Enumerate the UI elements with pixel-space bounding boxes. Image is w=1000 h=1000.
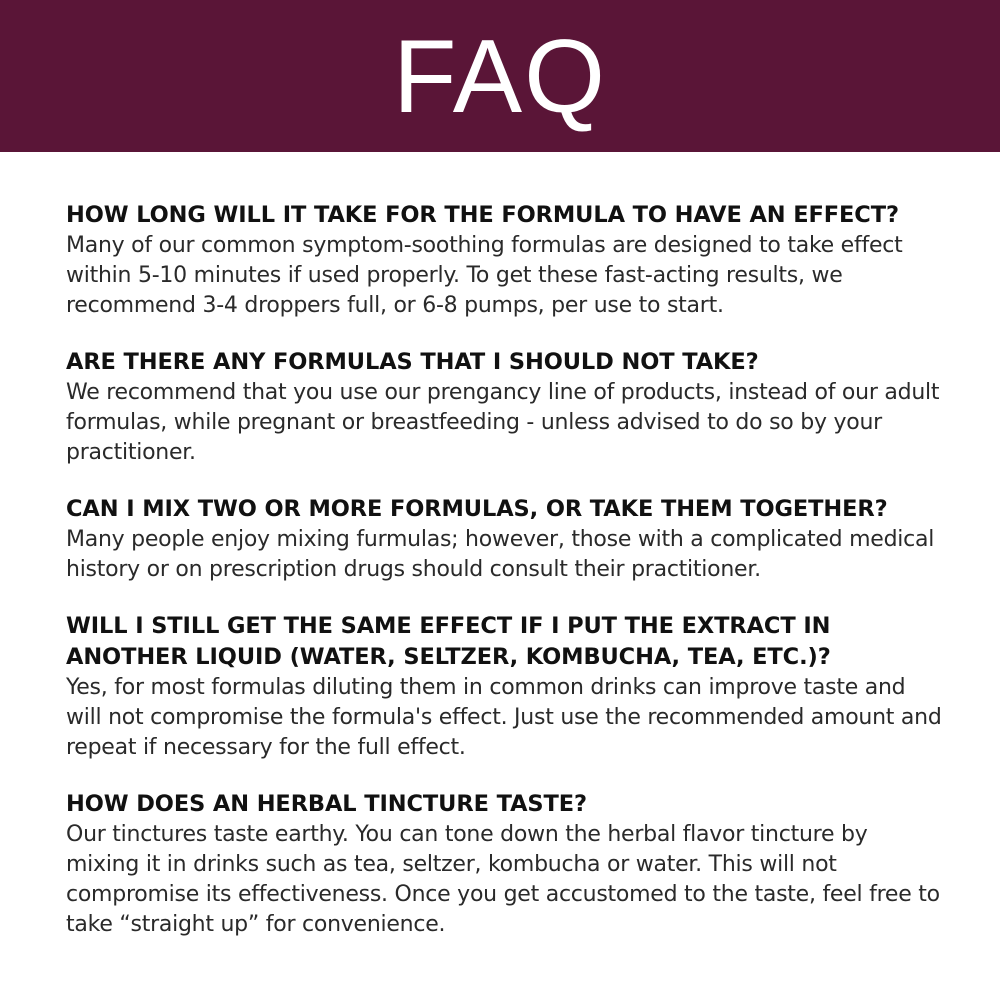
faq-answer: Yes, for most formulas diluting them in common drinks can improve taste and will not compromise the formula's effect. Just use the recommended amount and repeat if necessary for the full effect. bbox=[66, 675, 942, 760]
faq-header-banner bbox=[0, 0, 1000, 152]
faq-answer: Many people enjoy mixing furmulas; however, those with a complicated medical history or on prescription drugs should consult their practitioner. bbox=[66, 527, 935, 582]
faq-question: ARE THERE ANY FORMULAS THAT I SHOULD NOT TAKE? bbox=[66, 349, 759, 375]
faq-list bbox=[66, 200, 946, 966]
faq-item bbox=[66, 347, 946, 468]
faq-answer: Many of our common symptom-soothing formulas are designed to take effect within 5-10 minutes if used properly. To get these fast-acting results, we recommend 3-4 droppers full, or 6-8 pumps, per use to start. bbox=[66, 233, 903, 318]
faq-item bbox=[66, 200, 946, 321]
faq-item bbox=[66, 789, 946, 940]
faq-answer: Our tinctures taste earthy. You can tone down the herbal flavor tincture by mixing it in drinks such as tea, seltzer, kombucha or water. This will not compromise its effectiveness. Once you get accustomed to the taste, feel free to take “straight up” for convenience. bbox=[66, 822, 940, 937]
faq-question: HOW LONG WILL IT TAKE FOR THE FORMULA TO HAVE AN EFFECT? bbox=[66, 202, 899, 228]
faq-question: CAN I MIX TWO OR MORE FORMULAS, OR TAKE THEM TOGETHER? bbox=[66, 496, 888, 522]
faq-question: HOW DOES AN HERBAL TINCTURE TASTE? bbox=[66, 791, 587, 817]
faq-item bbox=[66, 611, 946, 763]
faq-answer: We recommend that you use our prengancy line of products, instead of our adult formulas, while pregnant or breastfeeding - unless advised to do so by your practitioner. bbox=[66, 380, 940, 465]
faq-question: WILL I STILL GET THE SAME EFFECT IF I PUT THE EXTRACT IN ANOTHER LIQUID (WATER, SELTZER, KOMBUCHA, TEA, ETC.)? bbox=[66, 613, 831, 670]
page-title: FAQ bbox=[392, 19, 608, 135]
faq-item bbox=[66, 494, 946, 585]
